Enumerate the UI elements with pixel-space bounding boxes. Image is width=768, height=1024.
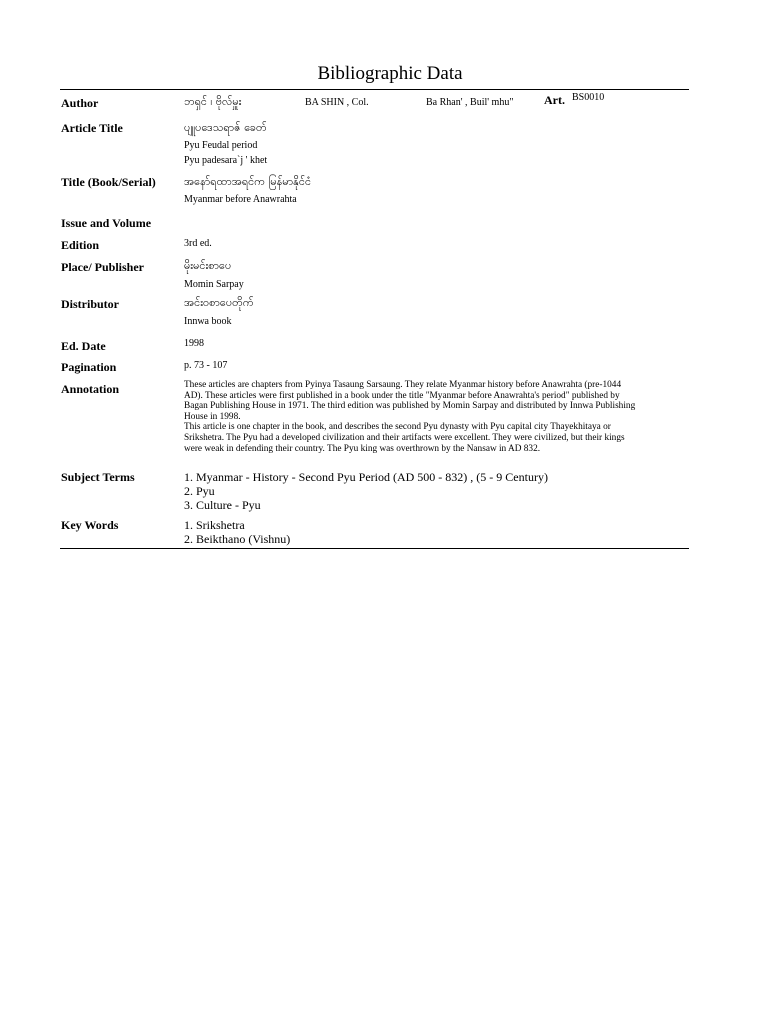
book-title-myanmar: အနော်ရထာအရင်က မြန်မာနိုင်ငံ [184,175,312,188]
top-rule [60,89,689,90]
annotation-line: House in 1998. [184,411,241,422]
annotation-line: These articles are chapters from Pyinya Tasaung Sarsaung. They relate Myanmar history before Anawrahta (pre-1044 [184,380,622,390]
publisher-english: Momin Sarpay [184,279,244,290]
book-title-english: Myanmar before Anawrahta [184,194,297,205]
annotation-line: Srikshetra. The Pyu had a developed civilization and their artifacts were excellent. They were civilized, but their kings [184,432,625,443]
issue-label: Issue and Volume [61,216,152,230]
annotation-line: Bagan Publishing House in 1971. The third edition was published by Momin Sarpay and distributed by Innwa Publishing [184,401,636,412]
distributor-label: Distributor [61,297,119,311]
author-romanized: Ba Rhan' , Buil' mhu" [426,97,514,108]
annotation-label: Annotation [61,382,120,396]
article-title-label: Article Title [61,121,123,135]
subject-term-item: 2. Pyu [184,484,215,498]
publisher-label: Place/ Publisher [61,260,144,274]
annotation-line: This article is one chapter in the book, and describes the second Pyu dynasty with Pyu capital city Thayekhitaya or [184,422,611,433]
pagination-value: p. 73 - 107 [184,360,228,371]
ed-date-label: Ed. Date [61,339,106,353]
publisher-myanmar: မိုးမင်းစာပေ [184,259,232,272]
article-title-romanized: Pyu padesara`j ' khet [184,155,268,166]
edition-value: 3rd ed. [184,238,212,249]
key-word-item: 1. Srikshetra [184,518,245,532]
article-title-myanmar: ပျူပဒေသရာဇ် ခေတ် [184,121,267,134]
distributor-myanmar: အင်းဝစာပေတိုက် [184,296,254,309]
author-english: BA SHIN , Col. [305,97,369,108]
annotation-line: AD). These articles were first published in a book under the title "Myanmar before Anawrahta's period" published by [184,390,620,401]
art-label: Art. [544,93,565,107]
subject-term-item: 3. Culture - Pyu [184,498,261,512]
key-word-item: 2. Beikthano (Vishnu) [184,532,291,546]
author-myanmar: ဘရှင် ၊ ဗိုလ်မှူး [184,95,242,108]
annotation-text [184,380,684,454]
annotation-line: were weak in defending their country. The Pyu king was overthrown by the Nansaw in AD 832. [184,443,541,454]
edition-label: Edition [61,238,100,252]
author-label: Author [61,96,99,110]
subject-term-item: 1. Myanmar - History - Second Pyu Period (AD 500 - 832) , (5 - 9 Century) [184,470,548,484]
bottom-rule [60,548,689,549]
pagination-label: Pagination [61,360,117,374]
subject-terms-label: Subject Terms [61,470,135,484]
book-title-label: Title (Book/Serial) [61,175,156,189]
key-words-label: Key Words [61,518,119,532]
article-title-english: Pyu Feudal period [184,140,258,151]
art-id: BS0010 [572,92,605,103]
page-title: Bibliographic Data [317,63,463,84]
distributor-english: Innwa book [184,316,232,327]
ed-date-value: 1998 [184,338,204,349]
